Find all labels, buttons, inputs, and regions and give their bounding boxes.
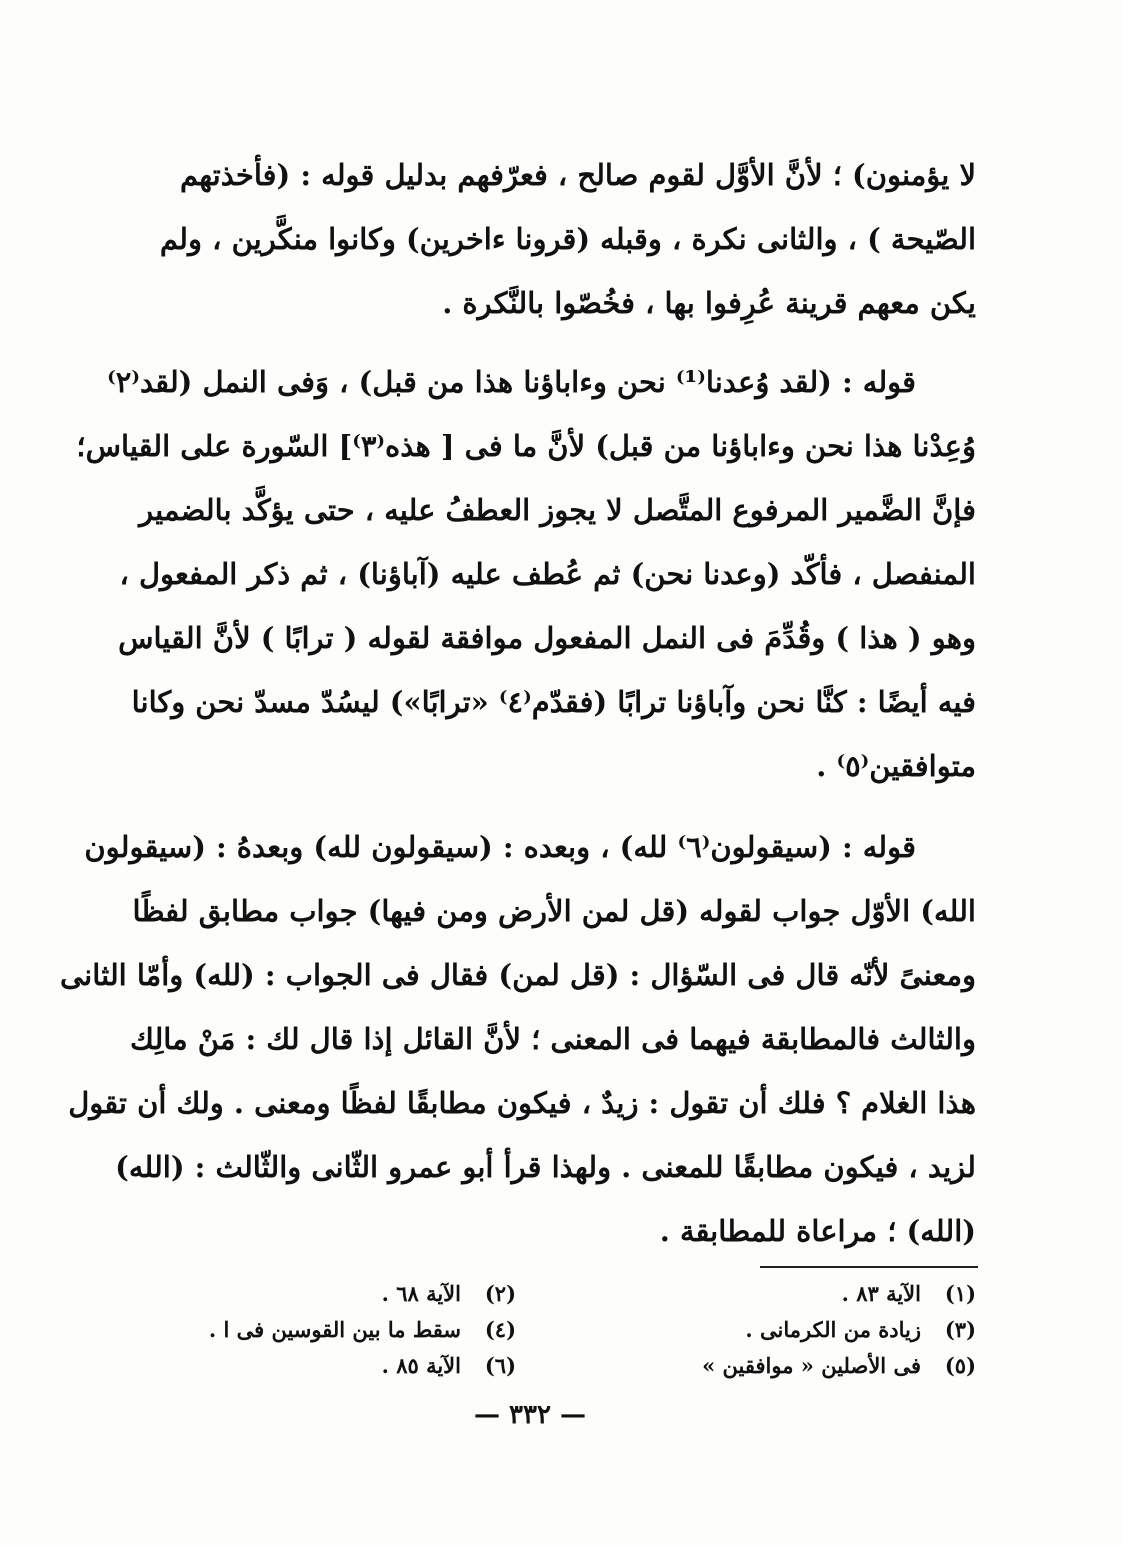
paragraph-1 bbox=[146, 143, 976, 335]
footnote-item bbox=[136, 1348, 516, 1384]
page-number: — ٣٣٢ — bbox=[473, 1400, 587, 1430]
text-line: المنفصل ، فأكّد (وعدنا نحن) ثم عُطف عليه (آباؤنا) ، ثم ذكر المفعول ، bbox=[119, 557, 976, 591]
footnote-text: سقط ما بين القوسين فى ا . bbox=[208, 1317, 461, 1342]
footnote-number: (٣) bbox=[944, 1317, 976, 1342]
text-line: ومعنىً لأنّه قال فى السّؤال : (قل لمن) فقال فى الجواب : (لله) وأمّا الثانى bbox=[60, 958, 976, 992]
paragraph-2 bbox=[76, 350, 976, 798]
footnote-number: (٥) bbox=[944, 1353, 976, 1378]
text-line: فإنَّ الضَّمير المرفوع المتَّصل لا يجوز العطفُ عليه ، حتى يؤكَّد بالضمير bbox=[139, 493, 976, 527]
footnote-text: الآية ٨٣ . bbox=[841, 1281, 921, 1306]
footnote-text: الآية ٨٥ . bbox=[381, 1353, 461, 1378]
text-line: الله) الأوّل جواب لقوله (قل لمن الأرض ومن فيها) جواب مطابق لفظًا bbox=[132, 894, 976, 928]
text-line: وهو ( هذا ) وقُدِّمَ فى النمل المفعول موافقة لقوله ( ترابًا ) لأنَّ القياس bbox=[118, 621, 976, 655]
footnote-item bbox=[596, 1312, 976, 1348]
text-line: فيه أيضًا : كنَّا نحن وآباؤنا ترابًا (فقدّم⁽٤⁾ «ترابًا») ليسُدّ مسدّ نحن وكانا bbox=[131, 685, 976, 719]
text-line: لا يؤمنون) ؛ لأنَّ الأوَّل لقوم صالح ، فعرّفهم بدليل قوله : (فأخذتهم bbox=[179, 158, 976, 192]
footnotes-right-column bbox=[596, 1276, 976, 1384]
text-line: يكن معهم قرينة عُرِفوا بها ، فخُصّوا بالنَّكرة . bbox=[442, 286, 976, 320]
text-line: وُعِدْنا هذا نحن وءاباؤنا من قبل) لأنَّ ما فى [ هذه⁽٣⁾] السّورة على القياس؛ bbox=[76, 429, 976, 463]
text-line: قوله : (لقد وُعدنا⁽¹⁾ نحن وءاباؤنا هذا من قبل) ، وَفى النمل (لقد⁽٢⁾ bbox=[107, 365, 916, 399]
footnote-text: زيادة من الكرمانى . bbox=[745, 1317, 921, 1342]
footnote-item bbox=[136, 1276, 516, 1312]
text-line: الصّيحة ) ، والثانى نكرة ، وقبله (قرونا ءاخرين) وكانوا منكَّرين ، ولم bbox=[159, 222, 976, 256]
footnote-item bbox=[136, 1312, 516, 1348]
footnote-text: فى الأصلين « موافقين » bbox=[702, 1353, 921, 1378]
footnote-number: (٦) bbox=[484, 1353, 516, 1378]
footnotes-left-column bbox=[136, 1276, 516, 1384]
text-line: لزيد ، فيكون مطابقًا للمعنى . ولهذا قرأ أبو عمرو الثّانى والثّالث : (الله) bbox=[115, 1150, 976, 1184]
text-line: هذا الغلام ؟ فلك أن تقول : زيدٌ ، فيكون مطابقًا لفظًا ومعنى . ولك أن تقول bbox=[68, 1086, 976, 1120]
text-line: قوله : (سيقولون⁽٦⁾ لله) ، وبعده : (سيقولون لله) وبعدهُ : (سيقولون bbox=[84, 830, 916, 864]
text-line: والثالث فالمطابقة فيهما فى المعنى ؛ لأنَّ القائل إذا قال لك : مَنْ مالِك bbox=[130, 1022, 976, 1056]
paragraph-3 bbox=[60, 815, 976, 1263]
footnote-divider bbox=[760, 1266, 978, 1268]
footnote-number: (٤) bbox=[484, 1317, 516, 1342]
footnote-item bbox=[596, 1276, 976, 1312]
footnote-text: الآية ٦٨ . bbox=[381, 1281, 461, 1306]
footnote-number: (١) bbox=[944, 1281, 976, 1306]
footnote-item bbox=[596, 1348, 976, 1384]
text-line: (الله) ؛ مراعاة للمطابقة . bbox=[659, 1214, 976, 1248]
footnote-number: (٢) bbox=[484, 1281, 516, 1306]
text-line: متوافقين⁽٥⁾ . bbox=[816, 749, 976, 783]
